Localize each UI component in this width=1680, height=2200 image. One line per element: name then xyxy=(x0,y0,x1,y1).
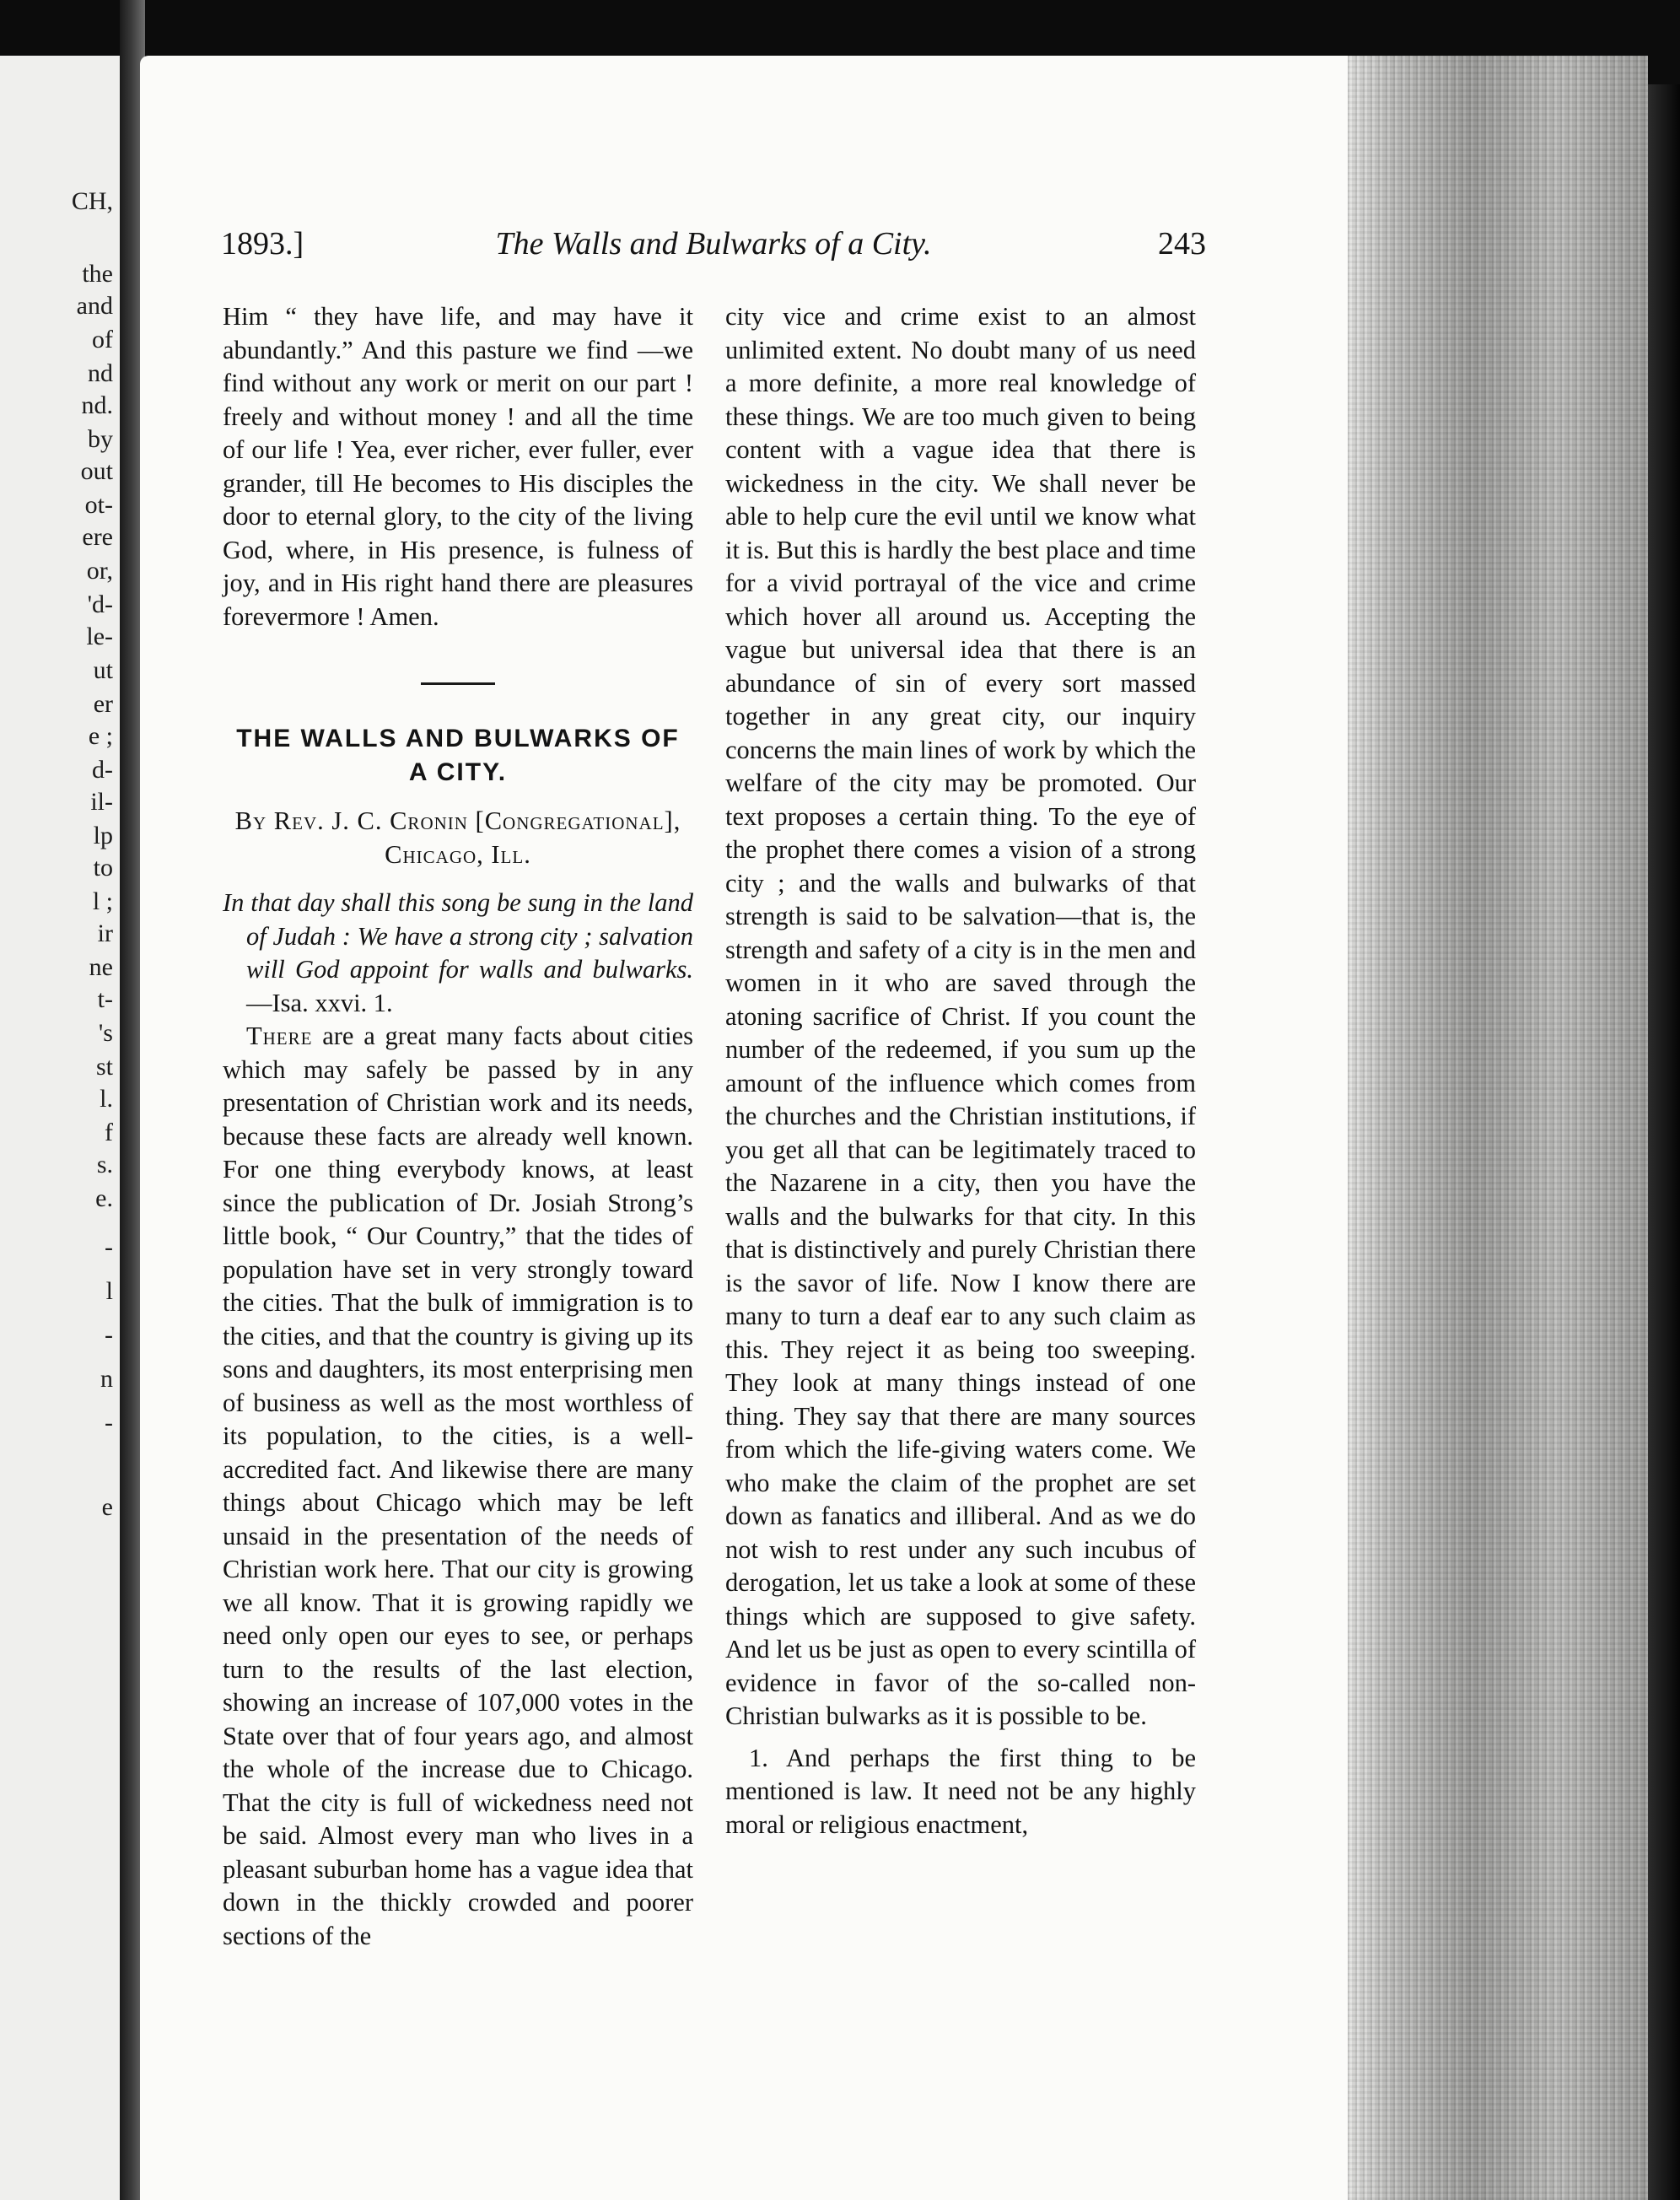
facing-page-text-fragment: to xyxy=(93,854,113,882)
section-divider xyxy=(421,682,495,685)
facing-page-text-fragment: ot- xyxy=(84,491,113,519)
scripture-epigraph xyxy=(223,887,693,1020)
facing-page-text-fragment: nd xyxy=(88,359,113,387)
facing-page-text-fragment: s. xyxy=(96,1151,113,1178)
lead-word: There xyxy=(246,1022,313,1050)
text-column-right xyxy=(725,300,1196,1841)
facing-page-text-fragment: l. xyxy=(100,1085,113,1113)
facing-page-text-fragment: ne xyxy=(89,953,113,981)
facing-page-text-fragment: st xyxy=(95,1053,113,1081)
facing-page-text-fragment: il- xyxy=(90,788,113,816)
facing-page-text-fragment: e. xyxy=(95,1184,113,1212)
facing-page-text-fragment: 's xyxy=(98,1019,113,1047)
previous-sermon-conclusion: Him “ they have life, and may have it abundantly.” And this pasture we find —we find without any work or merit on our part ! freely and without money ! and all the time of our life ! Yea, ever richer, ever fuller, ever grander, till He becomes to His disciples the door to eternal glory, to the city of the living God, where, in His presence, is fulness of joy, and in His right hand there are pleasures forevermore ! Amen. xyxy=(223,302,693,631)
numbered-paragraph: 1. And perhaps the first thing to be mentioned is law. It need not be any highly moral or religious enactment, xyxy=(725,1743,1196,1839)
facing-page-text-fragment: 'd- xyxy=(87,590,113,618)
header-year: 1893.] xyxy=(221,226,304,262)
facing-page-fragment xyxy=(0,56,121,2200)
facing-page-text-fragment: out xyxy=(80,457,113,485)
facing-page-text-fragment: e ; xyxy=(88,722,113,750)
facing-page-text-fragment: or, xyxy=(86,557,113,585)
body-text: are a great many facts about cities which may safely be passed by in any presentation of Christian work and its needs, because these facts are already well known. For one thing everybody knows, at least since the publication of Dr. Josiah Strong’s little book, “ Our Country,” that the tides of population have set in very strongly toward the cities. That the bulk of immigration is to the cities, and that the country is giving up its sons and daughters, its most enterprising men of business as well as the most worthless of its population, to the cities, is a well-accredited fact. And likewise there are many things about Chicago which may be left unsaid in the presentation of the needs of Christian work here. That our city is growing we all know. That it is growing rapidly we need only open our eyes to see, or perhaps turn to the results of the last election, showing an increase of 107,000 votes in the State over that of four years ago, and almost the whole of the increase due to Chicago. That the city is full of wickedness need not be said. Almost every man who lives in a pleasant suburban home has a vague idea that down in the thickly crowded and poorer sections of the xyxy=(223,1022,693,1950)
header-running-title: The Walls and Bulwarks of a City. xyxy=(495,226,932,262)
facing-page-text-fragment: - xyxy=(105,1409,113,1437)
body-paragraph-continued: city vice and crime exist to an almost unlimited extent. No doubt many of us need a more definite, a more real knowledge of these things. We are too much given to being content with a vague idea that there is wickedness in the city. We shall never be able to help cure the evil until we know what it is. But this is hardly the best place and time for a vivid portrayal of the vice and crime which hover all around us. Accepting the vague but universal idea that there is an abundance of sin of every sort massed together in any great city, our inquiry concerns the main lines of work by which the welfare of the city may be promoted. Our text proposes a certain thing. To the eye of the prophet there comes a vision of a strong city ; and the walls and bulwarks of that strength is said to be salvation—that is, the strength and safety of a city is in the men and women in it who are saved through the atoning sacrifice of Christ. If you count the number of the redeemed, if you sum up the amount of the influence which comes from the churches and the Christian institutions, if you get all that can be legitimately traced to the Nazarene in a city, then you have the walls and the bulwarks for that city. In this that is distinctively and purely Christian there is the savor of life. Now I know there are many to turn a deaf ear to any such claim as this. They reject it as being too sweeping. They look at many things instead of one thing. They say that there are many sources from which the life-giving waters come. We who make the claim of the prophet are set down as fanatics and illiberal. And as we do not wish to rest under any such incubus of derogation, let us take a look at some of these things which are supposed to give safety. And let us be just as open to every scintilla of evidence in favor of the so-called non-Christian bulwarks as it is possible to be. xyxy=(725,302,1196,1730)
article-byline: By Rev. J. C. Cronin [Congregational], Chicago, Ill. xyxy=(234,806,681,869)
facing-page-text-fragment: l xyxy=(105,1277,113,1305)
article-title: THE WALLS AND BULWARKS OF A CITY. xyxy=(236,725,680,786)
page-number: 243 xyxy=(1158,226,1206,262)
facing-page-text-fragment: l ; xyxy=(92,887,113,915)
facing-page-text-fragment: by xyxy=(88,425,113,453)
facing-page-text-fragment: of xyxy=(92,326,113,353)
facing-page-text-fragment: le- xyxy=(86,623,113,650)
facing-page-text-fragment: ir xyxy=(97,919,113,947)
facing-page-text-fragment: t- xyxy=(97,985,113,1013)
facing-page-text-fragment: and xyxy=(76,292,113,320)
text-column-left xyxy=(223,300,693,1953)
facing-page-text-fragment: CH, xyxy=(71,187,113,215)
facing-page-text-fragment: er xyxy=(93,690,113,718)
running-header xyxy=(221,224,1206,267)
facing-page-text-fragment: lp xyxy=(93,822,113,849)
book-back-cover xyxy=(1648,84,1680,2200)
facing-page-text-fragment: nd. xyxy=(81,391,113,419)
facing-page-text-fragment: - xyxy=(105,1321,113,1349)
facing-page-text-fragment: ut xyxy=(93,656,113,684)
book-page-edges xyxy=(1348,56,1648,2200)
facing-page-text-fragment: f xyxy=(105,1119,113,1146)
epigraph-text: In that day shall this song be sung in the land of Judah : We have a strong city ; salvation will God appoint for walls and bulwarks. xyxy=(223,888,693,984)
facing-page-text-fragment: d- xyxy=(92,756,113,784)
facing-page-text-fragment: - xyxy=(105,1233,113,1261)
body-paragraph xyxy=(223,1020,693,1953)
epigraph-reference: —Isa. xxvi. 1. xyxy=(246,988,393,1017)
facing-page-text-fragment: the xyxy=(82,260,113,288)
facing-page-text-fragment: ere xyxy=(82,523,113,551)
facing-page-text-fragment: e xyxy=(101,1493,113,1521)
facing-page-text-fragment: n xyxy=(100,1365,113,1393)
